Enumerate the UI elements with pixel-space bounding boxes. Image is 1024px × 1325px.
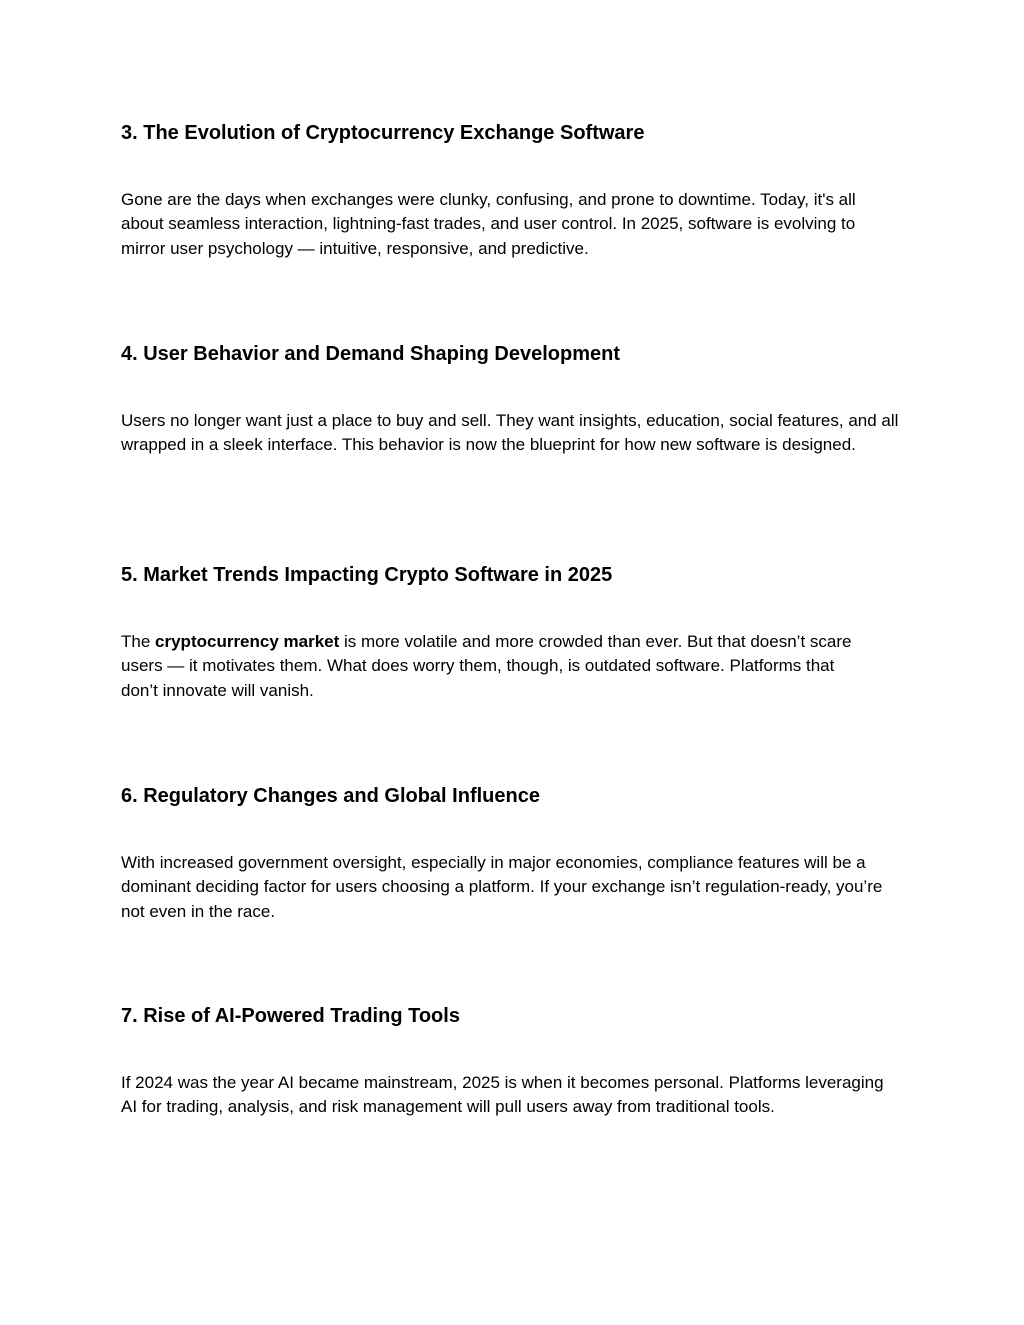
section-heading: 4. User Behavior and Demand Shaping Development xyxy=(121,343,621,365)
bold-term: cryptocurrency market xyxy=(155,632,340,651)
section-heading: 6. Regulatory Changes and Global Influence xyxy=(121,785,540,807)
section-user-behavior xyxy=(121,342,911,455)
section-heading: 3. The Evolution of Cryptocurrency Exchange Software xyxy=(121,122,645,144)
section-paragraph: Users no longer want just a place to buy and sell. They want insights, education, social features, and all wrapped in a sleek interface. This behavior is now the blueprint for how new software is designed. xyxy=(121,411,899,455)
section-regulatory xyxy=(121,784,911,921)
paragraph-text: The xyxy=(121,632,156,651)
paragraph-text: is more volatile and more crowded than ever. But that doesn’t scare users — it motivates them. What does worry them, though, is outdated software. Platforms that don’t innovate will vanish. xyxy=(121,632,852,700)
section-market-trends xyxy=(121,563,911,700)
section-paragraph: If 2024 was the year AI became mainstream, 2025 is when it becomes personal. Platforms leveraging AI for trading, analysis, and risk management will pull users away from traditional tools. xyxy=(121,1073,884,1117)
section-paragraph: Gone are the days when exchanges were clunky, confusing, and prone to downtime. Today, it's all about seamless interaction, lightning-fast trades, and user control. In 2025, software is evolving to mirror user psychology — intuitive, responsive, and predictive. xyxy=(121,190,856,258)
section-paragraph: With increased government oversight, especially in major economies, compliance features will be a dominant deciding factor for users choosing a platform. If your exchange isn’t regulation-ready, you’re not even in the race. xyxy=(121,853,883,921)
section-heading: 5. Market Trends Impacting Crypto Software in 2025 xyxy=(121,564,613,586)
section-evolution xyxy=(121,121,911,258)
section-heading: 7. Rise of AI-Powered Trading Tools xyxy=(121,1005,460,1027)
section-ai-tools xyxy=(121,1004,911,1117)
section-paragraph xyxy=(121,630,871,703)
